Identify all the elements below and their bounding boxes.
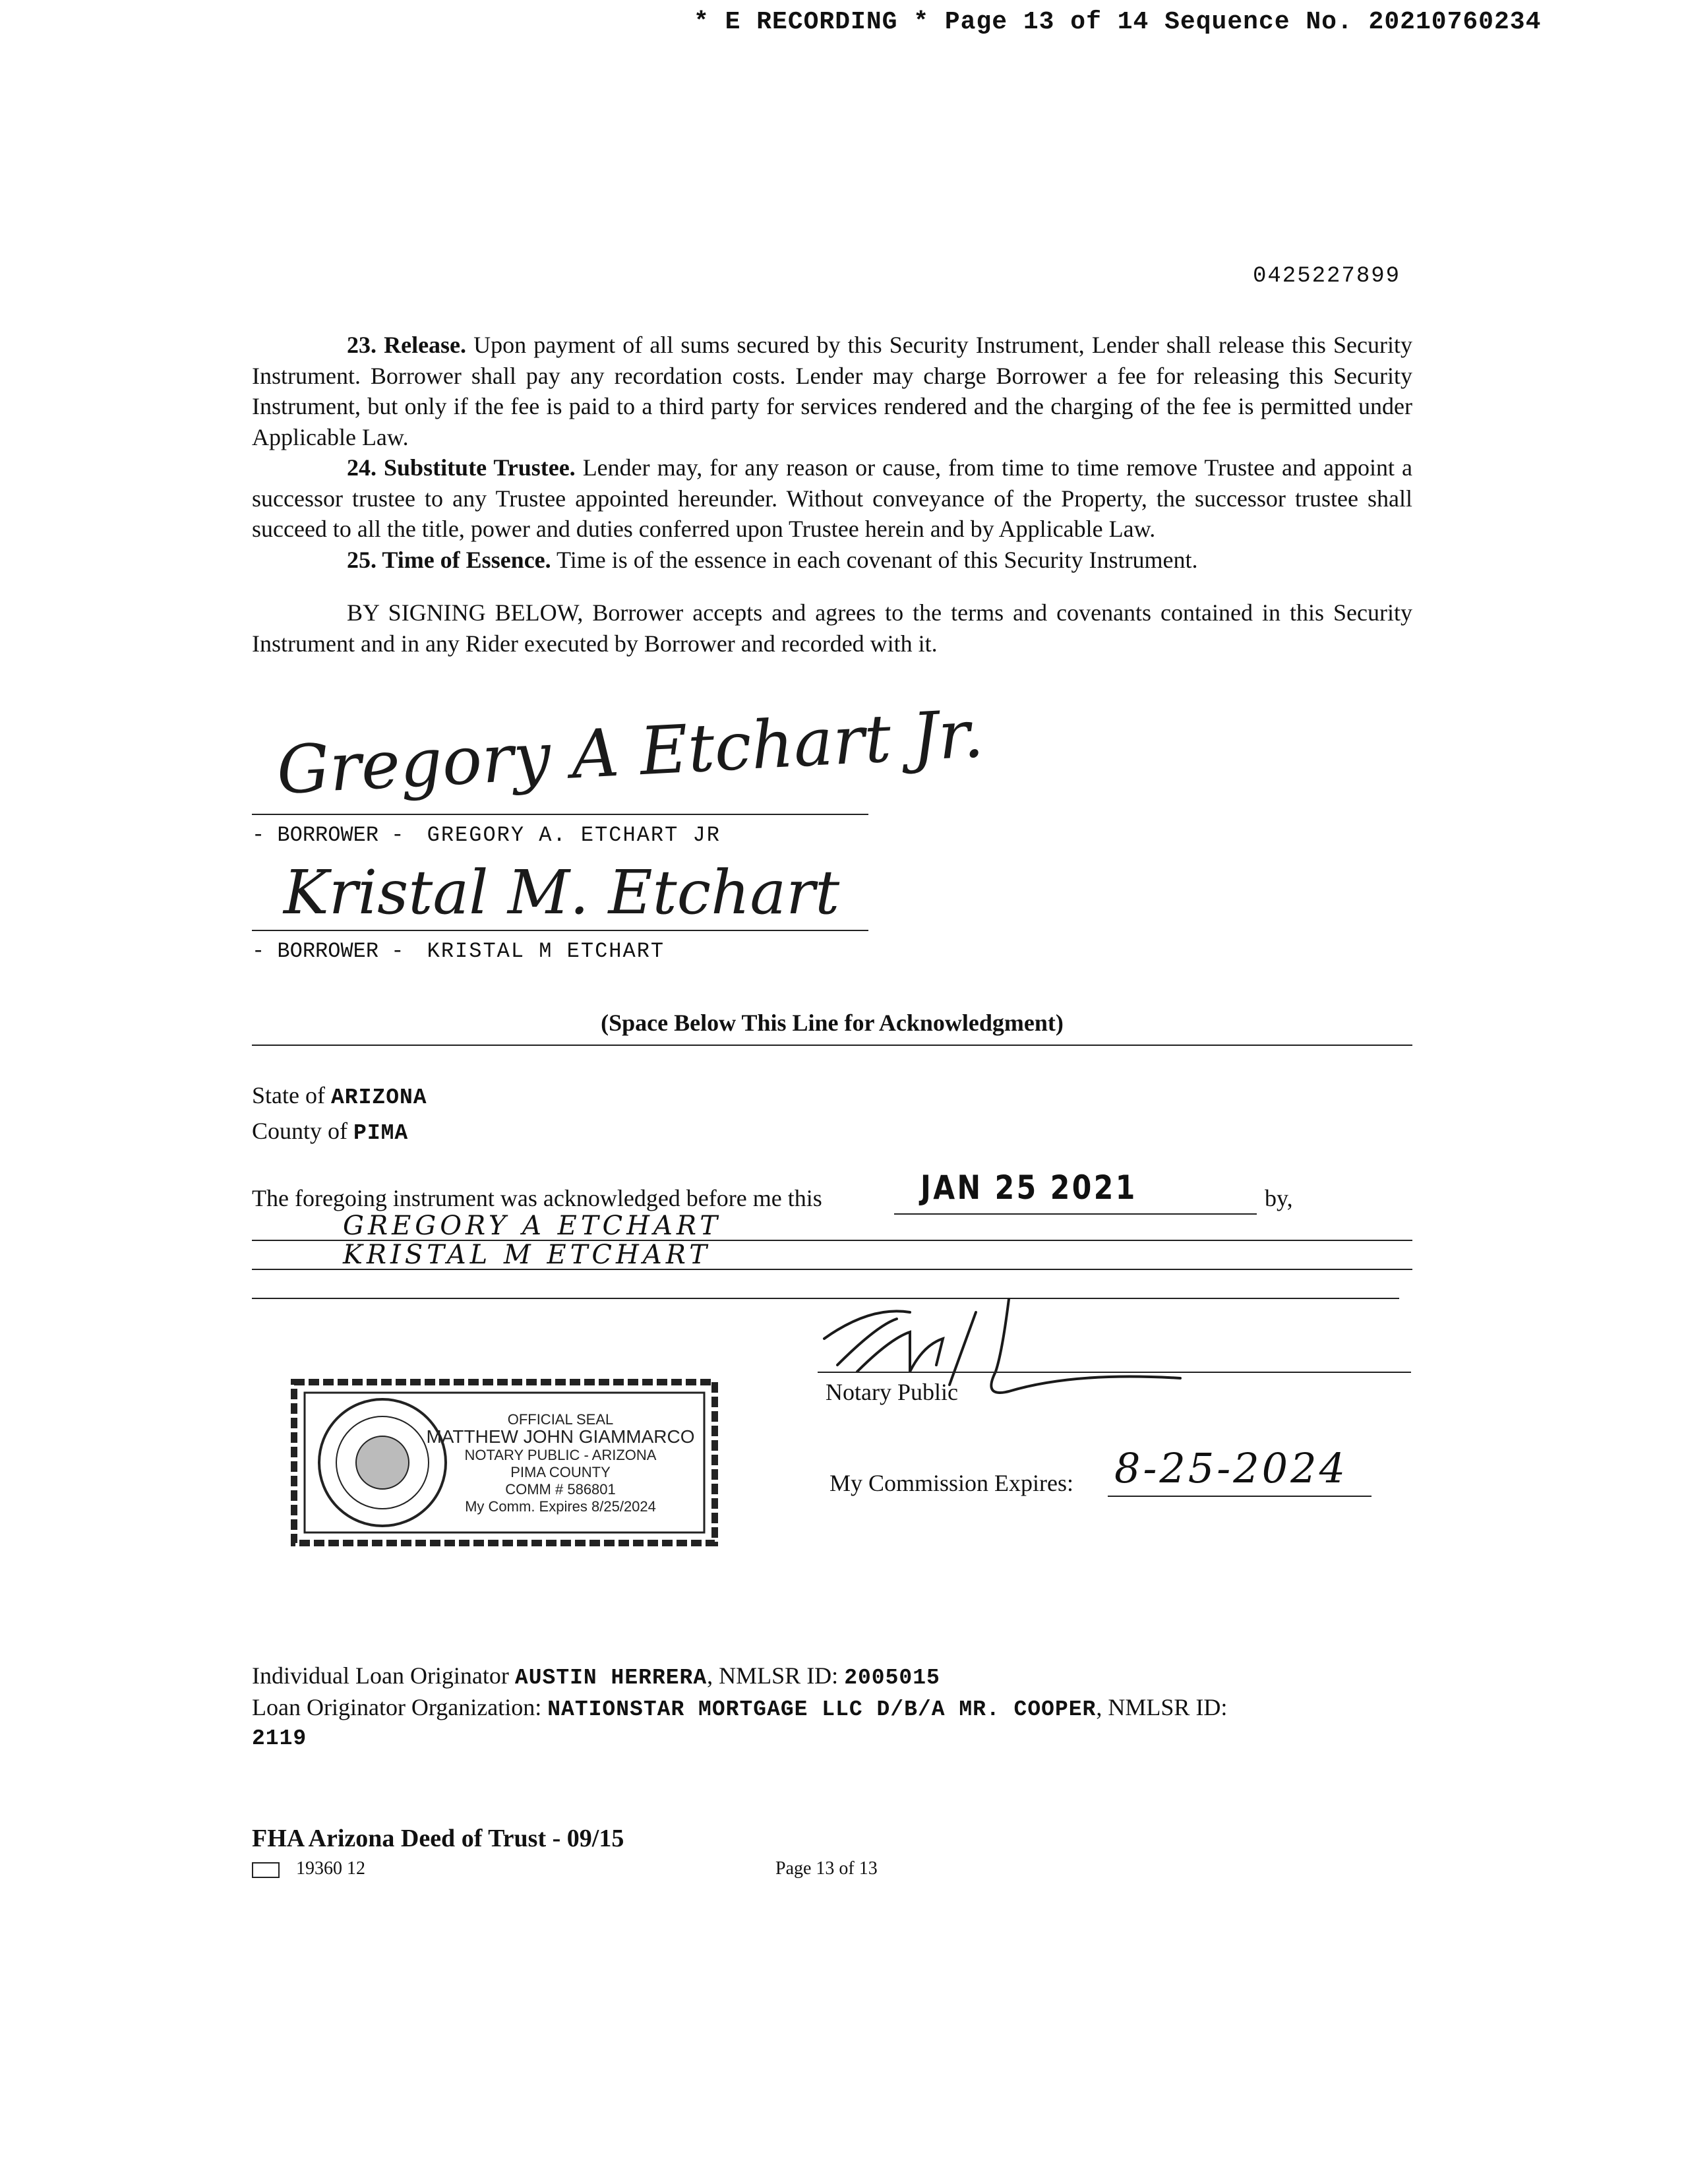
by-label: by, bbox=[1265, 1185, 1293, 1211]
seal-line-2: PIMA COUNTY bbox=[510, 1464, 611, 1480]
seal-name: MATTHEW JOHN GIAMMARCO bbox=[426, 1426, 695, 1447]
recording-header: * E RECORDING * Page 13 of 14 Sequence No. 20210760234 bbox=[694, 8, 1542, 36]
section-heading: 25. Time of Essence. bbox=[347, 546, 551, 573]
individual-label: Individual Loan Originator bbox=[252, 1662, 509, 1689]
county-value: PIMA bbox=[353, 1121, 409, 1145]
nmlsr-label: , NMLSR ID: bbox=[707, 1662, 839, 1689]
borrower-1-signature: Gregory A Etchart Jr. bbox=[274, 694, 986, 809]
notary-label: Notary Public bbox=[826, 1379, 958, 1405]
individual-name: AUSTIN HERRERA bbox=[514, 1666, 708, 1690]
section-heading: 23. Release. bbox=[347, 332, 467, 358]
county-label: County of bbox=[252, 1118, 348, 1144]
foregoing-text: The foregoing instrument was acknowledged before me this bbox=[252, 1185, 822, 1211]
individual-id: 2005015 bbox=[844, 1666, 940, 1690]
seal-line-3: COMM # 586801 bbox=[505, 1481, 616, 1498]
seal-line-1: NOTARY PUBLIC - ARIZONA bbox=[464, 1447, 657, 1463]
commission-line bbox=[1108, 1496, 1372, 1497]
covenant-sections bbox=[252, 330, 1412, 659]
nmlsr-label: , NMLSR ID: bbox=[1096, 1694, 1228, 1720]
form-title: FHA Arizona Deed of Trust - 09/15 bbox=[252, 1825, 624, 1852]
seal-title: OFFICIAL SEAL bbox=[507, 1411, 614, 1428]
name-line bbox=[252, 1269, 1412, 1270]
role-label: - BORROWER - bbox=[252, 823, 404, 847]
commission-label: My Commission Expires: bbox=[829, 1470, 1074, 1496]
state-line bbox=[252, 1081, 427, 1110]
acknowledgment-title: (Space Below This Line for Acknowledgment) bbox=[601, 1010, 1064, 1036]
signature-line bbox=[252, 814, 868, 815]
borrower-1-caption bbox=[252, 823, 721, 847]
section-25 bbox=[252, 545, 1412, 576]
section-text: Time is of the essence in each covenant of this Security Instrument. bbox=[551, 546, 1198, 573]
handwritten-name-1: GREGORY A ETCHART bbox=[343, 1211, 721, 1241]
role-label: - BORROWER - bbox=[252, 939, 404, 963]
org-label: Loan Originator Organization: bbox=[252, 1694, 542, 1720]
commission-value: 8-25-2024 bbox=[1114, 1444, 1348, 1492]
handwritten-name-2: KRISTAL M ETCHART bbox=[343, 1240, 711, 1270]
notary-seal bbox=[290, 1378, 719, 1547]
state-value: ARIZONA bbox=[330, 1085, 427, 1110]
date-stamp: JAN 25 2021 bbox=[920, 1168, 1137, 1207]
section-heading: 24. Substitute Trustee. bbox=[347, 454, 576, 481]
section-23 bbox=[252, 330, 1412, 452]
page-number: Page 13 of 13 bbox=[775, 1858, 878, 1879]
seal-line-4: My Comm. Expires 8/25/2024 bbox=[465, 1498, 656, 1515]
borrower-2-signature: Kristal M. Etchart bbox=[284, 857, 840, 928]
org-id: 2119 bbox=[252, 1726, 307, 1751]
signing-statement: BY SIGNING BELOW, Borrower accepts and agrees to the terms and covenants contained in this Security Instrument and in any Rider executed by Borrower and recorded with it. bbox=[252, 599, 1412, 657]
borrower-2-caption bbox=[252, 939, 665, 963]
acknowledgment-divider bbox=[252, 1045, 1412, 1046]
individual-originator-line bbox=[252, 1662, 940, 1690]
org-originator-line bbox=[252, 1693, 1227, 1722]
section-text: Upon payment of all sums secured by this Security Instrument, Lender shall release this Security Instrument. Borrower shall pay any recordation costs. Lender may charge Borrower a fee for releasing this Security Instrument, but only if the fee is paid to a third party for services rendered and the charging of the fee is permitted under Applicable Law. bbox=[252, 332, 1412, 450]
form-logo-icon bbox=[252, 1862, 280, 1878]
date-line bbox=[894, 1213, 1257, 1215]
section-24 bbox=[252, 452, 1412, 545]
county-line bbox=[252, 1117, 408, 1145]
form-code-line bbox=[252, 1858, 365, 1879]
org-name: NATIONSTAR MORTGAGE LLC D/B/A MR. COOPER bbox=[547, 1697, 1097, 1722]
section-text: Lender may, for any reason or cause, from time to time remove Trustee and appoint a successor trustee to any Trustee appointed hereunder. Without conveyance of the Property, the successor trustee shall succeed to all the title, power and duties conferred upon Trustee herein and by Applicable Law. bbox=[252, 454, 1412, 542]
borrower-name: KRISTAL M ETCHART bbox=[427, 939, 665, 963]
form-code: 19360 12 bbox=[296, 1858, 365, 1879]
loan-number: 0425227899 bbox=[1253, 264, 1401, 289]
signature-line bbox=[252, 930, 868, 931]
borrower-name: GREGORY A. ETCHART JR bbox=[427, 823, 721, 847]
state-label: State of bbox=[252, 1082, 325, 1108]
notary-line bbox=[818, 1372, 1411, 1373]
